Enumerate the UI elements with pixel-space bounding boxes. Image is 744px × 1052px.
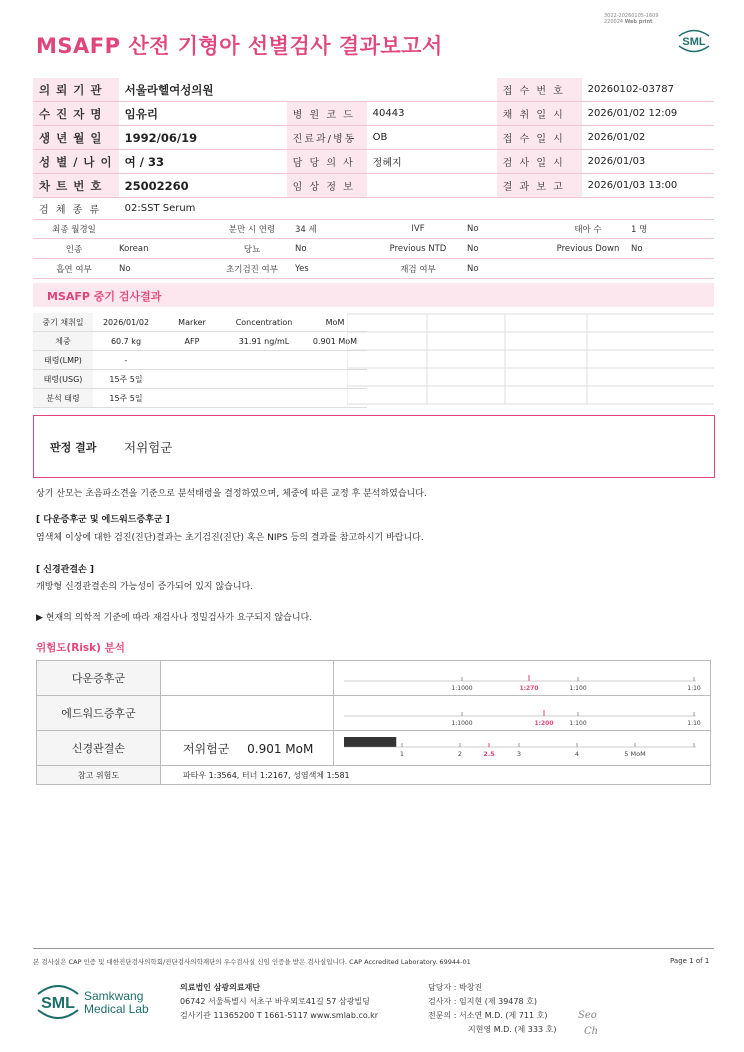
info-label: 진료과/병동 [287,126,367,150]
section-header [33,283,714,307]
page-number: Page 1 of 1 [670,957,710,965]
org-contact: 검사기관 11365200 T 1661-5117 www.smlab.co.kr [180,1011,379,1020]
down-risk-scale [334,661,710,692]
info-label: 검 사 일 시 [497,150,582,174]
risk-label: 에드워드증후군 [37,696,161,731]
staff-info [428,981,556,1037]
patient-row [33,219,714,239]
risk-row [37,661,711,696]
risk-result: 저위험군 [182,741,230,756]
info-label: 담 당 의 사 [287,150,367,174]
patient-label: 당뇨 [213,239,291,259]
patient-label: 인종 [33,239,115,259]
empty-results-grid [347,313,714,405]
mom-value: 0.901 MoM [303,332,367,351]
badge-text: SML [682,36,706,48]
info-value: 임유리 [119,102,287,126]
patient-value: No [463,239,549,259]
mid-label: 체중 [33,332,93,351]
cutoff-tick-label: 2.5 [483,750,495,758]
patient-label [549,259,627,279]
info-value: 2026/01/03 13:00 [582,174,714,198]
info-label: 차 트 번 호 [33,174,119,198]
mid-value: 60.7 kg [93,332,159,351]
info-value: 40443 [367,102,497,126]
info-value [367,174,497,198]
scale-tick-label: 1:100 [569,720,587,727]
risk-ref-label: 참고 위험도 [37,766,161,785]
staff-value: 지현영 M.D. (제 333 호) [468,1025,557,1034]
scale-tick-label: 5 MoM [624,750,646,758]
mid-value: - [93,351,159,370]
mid-label: 중기 채취일 [33,313,93,332]
risk-title: 위험도(Risk) 분석 [36,642,125,654]
patient-value: Yes [291,259,373,279]
patient-row [33,259,714,279]
risk-row [37,731,711,766]
info-value: 1992/06/19 [119,126,287,150]
org-address: 06742 서울특별시 서초구 바우뫼로41길 57 삼광빌딩 [180,997,370,1006]
staff-label: 담당자 : [428,983,457,992]
table-row [33,313,367,332]
table-row [33,332,367,351]
edwards-risk-scale [334,696,710,727]
info-value: 25002260 [119,174,287,198]
risk-label: 다운증후군 [37,661,161,696]
concentration-value: 31.91 ng/mL [225,332,303,351]
specimen-label: 검 체 종 류 [33,198,119,220]
info-row [33,150,714,174]
company-logo-name [84,990,149,1016]
risk-row [37,696,711,731]
section-title: MSAFP 중기 검사결과 [47,290,162,303]
staff-label: 검사자 : [428,997,457,1006]
patient-value [627,259,714,279]
patient-value: 1 명 [627,219,714,239]
scale-tick-label: 1:100 [569,685,587,692]
patient-value [115,219,213,239]
info-label: 의 뢰 기 관 [33,78,119,102]
info-label: 접 수 일 시 [497,126,582,150]
patient-value: No [463,259,549,279]
cutoff-tick-label: 1:270 [519,685,539,692]
info-value: OB [367,126,497,150]
info-label: 채 취 일 시 [497,102,582,126]
ntd-mom-scale [334,731,710,762]
doc-code-line-1: 3022-20260105-1609 [604,13,659,19]
staff-value: 서소연 M.D. (제 711 호) [458,1011,548,1020]
info-label: 생 년 월 일 [33,126,119,150]
patient-value: Korean [115,239,213,259]
cutoff-tick-label: 1:200 [534,720,554,727]
staff-value: 임지현 (제 39478 호) [458,997,537,1006]
patient-value: 34 세 [291,219,373,239]
mid-label: 분석 태령 [33,389,93,408]
staff-value: 박창진 [458,983,483,992]
patient-label: Previous NTD [373,239,463,259]
mid-value: 15주 5일 [93,389,159,408]
signature: Seo [578,1010,597,1021]
staff-label: 전문의 : [428,1011,457,1020]
info-value: 정혜지 [367,150,497,174]
sml-badge-icon [676,28,712,54]
risk-result [160,696,333,731]
scale-tick-label: 1:1000 [451,685,473,692]
footer-divider [33,948,714,949]
patient-label: IVF [373,219,463,239]
patient-label: 초기검진 여부 [213,259,291,279]
risk-ref-value: 파타우 1:3564, 터너 1:2167, 성염색체 1:581 [160,766,710,785]
risk-label: 신경관결손 [37,731,161,766]
info-row [33,174,714,198]
risk-table [36,660,711,785]
patient-label: 최종 월경일 [33,219,115,239]
info-label: 병 원 코 드 [287,102,367,126]
note-chromosomal: 염색체 이상에 대한 검진(진단)결과는 초기검진(진단) 혹은 NIPS 등의 결과를 참고하시기 바랍니다. [36,533,424,543]
info-label: 접 수 번 호 [497,78,582,102]
org-info [180,981,378,1023]
verdict-value: 저위험군 [124,440,173,455]
patient-label: 흡연 여부 [33,259,115,279]
scale-tick-label: 2 [457,750,463,758]
info-value: 여 / 33 [119,150,287,174]
mom-bar [344,737,396,747]
info-value: 2026/01/02 [582,126,714,150]
info-value: 20260102-03787 [582,78,714,102]
logo-text: SML [41,995,75,1012]
mom-header: MoM [303,313,367,332]
info-row [33,102,714,126]
info-label: 수 진 자 명 [33,102,119,126]
verdict-label: 판정 결과 [50,441,97,454]
scale-tick-label: 4 [574,750,580,758]
document-code [604,13,659,25]
verdict-box [33,415,715,478]
marker-header: Marker [159,313,225,332]
scale-tick-label: 1:10 [687,720,701,727]
note-heading-ntd: [ 신경관결손 ] [36,565,94,575]
patient-value: No [115,259,213,279]
note-recommendation: ▶ 현재의 의학적 기준에 따라 재검사나 정밀검사가 요구되지 않습니다. [36,613,313,623]
table-row [33,370,367,389]
marker-name: AFP [159,332,225,351]
patient-label: 태아 수 [549,219,627,239]
report-title: MSAFP 산전 기형아 선별검사 결과보고서 [36,34,443,58]
patient-label: 재검 여부 [373,259,463,279]
note-ntd: 개방형 신경관결손의 가능성이 증가되어 있지 않습니다. [36,582,254,592]
mid-value: 15주 5일 [93,370,159,389]
sml-logo-icon [35,982,81,1022]
note-analysis: 상기 산모는 초음파소견을 기준으로 분석태령을 결정하였으며, 체중에 따른 교정 후 분석하였습니다. [36,489,427,499]
patient-value: No [627,239,714,259]
logo-name-line1: Samkwang [84,989,144,1003]
org-name: 의료법인 삼광의료재단 [180,983,261,992]
signature: Ch [584,1026,599,1037]
info-row [33,78,714,102]
concentration-header: Concentration [225,313,303,332]
patient-value: No [463,219,549,239]
scale-tick-label: 1:10 [687,685,701,692]
mid-value: 2026/01/02 [93,313,159,332]
scale-tick-label: 3 [516,750,522,758]
info-label: 성 별 / 나 이 [33,150,119,174]
patient-detail-table [33,219,714,279]
patient-value: No [291,239,373,259]
patient-label: 분만 시 연령 [213,219,291,239]
info-value: 2026/01/03 [582,150,714,174]
doc-code-line-2: 220024 [604,19,624,25]
info-label: 결 과 보 고 [497,174,582,198]
info-value: 서울라헬여성의원 [119,78,497,102]
mid-results-table [33,313,367,408]
table-row [33,389,367,408]
logo-name-line2: Medical Lab [84,1002,149,1016]
info-row [33,198,714,220]
request-info-table [33,78,714,220]
patient-label: Previous Down [549,239,627,259]
accreditation-note: 본 검사실은 CAP 인증 및 대한진단검사의학회/진단검사의학재단의 우수검사실 신임 인증을 받은 검사실입니다. CAP Accredited Laboratory. 69944-01 [33,958,471,966]
scale-tick-label: 1 [399,750,405,758]
mid-label: 태령(LMP) [33,351,93,370]
info-row [33,126,714,150]
risk-result [160,661,333,696]
info-label: 임 상 정 보 [287,174,367,198]
web-print-label: Web print [624,19,653,25]
info-value: 2026/01/02 12:09 [582,102,714,126]
patient-row [33,239,714,259]
scale-tick-label: 1:1000 [451,720,473,727]
mid-label: 태령(USG) [33,370,93,389]
table-row [33,351,367,370]
risk-row [37,766,711,785]
specimen-value: 02:SST Serum [119,198,714,220]
risk-mom: 0.901 MoM [247,741,314,756]
note-heading-chromosomal: [ 다운증후군 및 에드워드증후군 ] [36,515,170,525]
